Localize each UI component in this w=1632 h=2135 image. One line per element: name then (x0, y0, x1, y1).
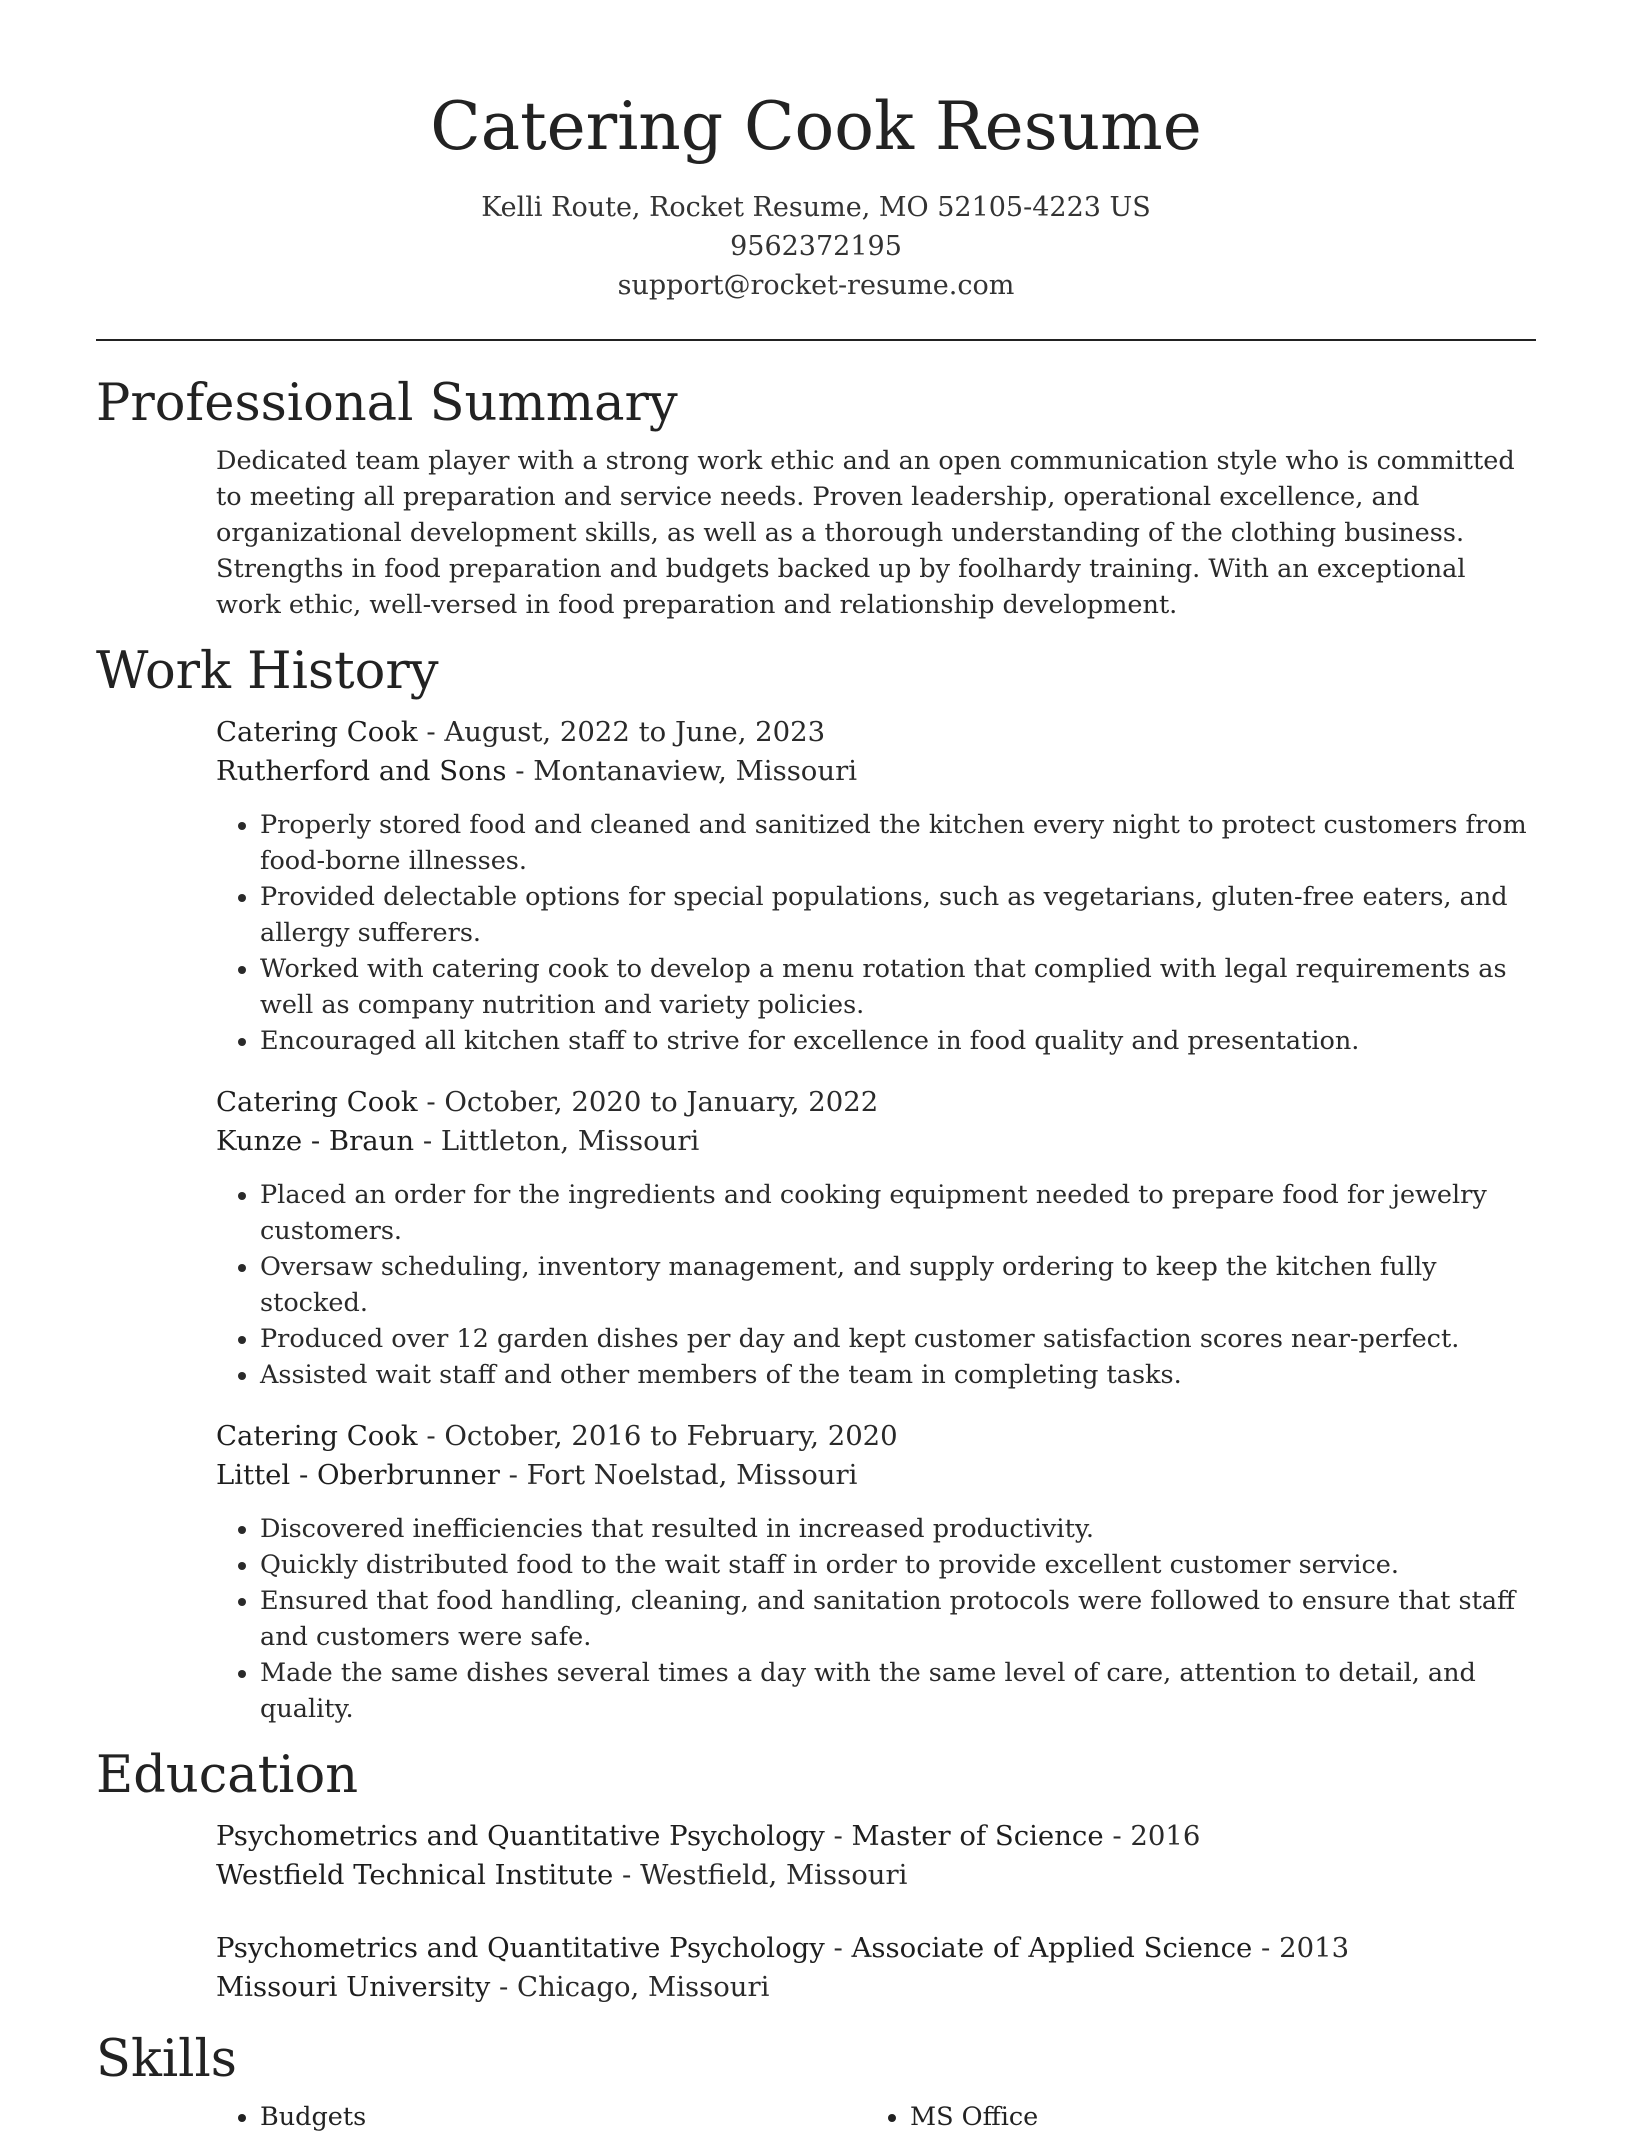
separator: - (417, 1420, 445, 1452)
education-school: Missouri University (216, 1971, 491, 2003)
job-company: Littel - Oberbrunner (216, 1459, 500, 1491)
job-title-line (216, 1417, 1536, 1456)
job-duty: • Worked with catering cook to develop a menu rotation that complied with legal requirements as well as company nutrition and variety policies. (260, 951, 1536, 1023)
summary-text: Dedicated team player with a strong work ethic and an open communication style who is committed to meeting all preparation and service needs. Proven leadership, operational excellence, and organizational development skills, as well as a thorough understanding of the clothing business. Strengths in food preparation and budgets backed up by foolhardy training. With an exceptional work ethic, well-versed in food preparation and relationship development. (216, 446, 1515, 620)
job-entry (216, 1083, 1536, 1393)
separator: - (824, 1820, 852, 1852)
work-history-heading: Work History (96, 642, 439, 701)
skills-list (216, 2099, 866, 2135)
skill-item: • MS Office (910, 2099, 1516, 2135)
job-title-line (216, 1083, 1536, 1122)
education-school-line (216, 1856, 1536, 1895)
resume-page (96, 0, 1536, 2135)
job-duty: • Oversaw scheduling, inventory management, and supply ordering to keep the kitchen fully stocked. (260, 1249, 1536, 1321)
job-duty: • Properly stored food and cleaned and sanitized the kitchen every night to protect customers from food-borne illnesses. (260, 807, 1536, 879)
education-degree-line (216, 1929, 1536, 1968)
resume-title: Catering Cook Resume (430, 88, 1202, 165)
skill-item: • Budgets (260, 2099, 866, 2135)
education-location: Westfield, Missouri (640, 1859, 908, 1891)
separator: - (490, 1971, 518, 2003)
job-entry (216, 1417, 1536, 1727)
skills-column (866, 2099, 1516, 2135)
education-entry (216, 1817, 1536, 1895)
job-company-line (216, 1456, 1536, 1495)
job-company-line (216, 1122, 1536, 1161)
education-degree-line (216, 1817, 1536, 1856)
header-divider (96, 339, 1536, 341)
job-entry (216, 713, 1536, 1059)
job-duty: • Encouraged all kitchen staff to strive for excellence in food quality and presentation. (260, 1023, 1536, 1059)
contact-address: Kelli Route, Rocket Resume, MO 52105-4223 US (481, 192, 1151, 223)
job-title-line (216, 713, 1536, 752)
summary-section (96, 371, 1536, 623)
job-company: Kunze - Braun (216, 1125, 415, 1157)
job-company-line (216, 752, 1536, 791)
separator: - (417, 716, 445, 748)
job-duties (216, 1177, 1536, 1393)
job-duties (216, 1511, 1536, 1727)
job-location: Littleton, Missouri (440, 1125, 700, 1157)
job-duty: • Produced over 12 garden dishes per day and kept customer satisfaction scores near-perfect. (260, 1321, 1536, 1357)
job-dates: August, 2022 to June, 2023 (444, 716, 826, 748)
education-heading: Education (96, 1746, 359, 1805)
job-location: Montanaview, Missouri (533, 755, 858, 787)
education-field: Psychometrics and Quantitative Psychology (216, 1820, 825, 1852)
education-degree: Associate of Applied Science (851, 1932, 1253, 1964)
separator: - (417, 1086, 445, 1118)
separator: - (1252, 1932, 1280, 1964)
job-title: Catering Cook (216, 1086, 418, 1118)
job-duty: • Discovered inefficiencies that resulted in increased productivity. (260, 1511, 1536, 1547)
job-location: Fort Noelstad, Missouri (526, 1459, 858, 1491)
skills-list (866, 2099, 1516, 2135)
education-year: 2013 (1279, 1932, 1350, 1964)
separator: - (1103, 1820, 1131, 1852)
separator: - (414, 1125, 441, 1157)
education-entry (216, 1929, 1536, 2007)
contact-info (96, 188, 1536, 305)
work-history-section (96, 639, 1536, 1727)
education-field: Psychometrics and Quantitative Psychology (216, 1932, 825, 1964)
job-title: Catering Cook (216, 716, 418, 748)
job-title: Catering Cook (216, 1420, 418, 1452)
separator: - (824, 1932, 852, 1964)
separator: - (506, 755, 534, 787)
skills-section (96, 2027, 1536, 2135)
job-dates: October, 2016 to February, 2020 (444, 1420, 898, 1452)
education-year: 2016 (1130, 1820, 1201, 1852)
job-duty: • Quickly distributed food to the wait staff in order to provide excellent customer service. (260, 1547, 1536, 1583)
education-degree: Master of Science (851, 1820, 1104, 1852)
skills-column (216, 2099, 866, 2135)
education-school-line (216, 1968, 1536, 2007)
education-location: Chicago, Missouri (517, 1971, 770, 2003)
job-duty: • Placed an order for the ingredients and cooking equipment needed to prepare food for jewelry customers. (260, 1177, 1536, 1249)
education-school: Westfield Technical Institute (216, 1859, 614, 1891)
job-duty: • Ensured that food handling, cleaning, and sanitation protocols were followed to ensure that staff and customers were safe. (260, 1583, 1536, 1655)
separator: - (499, 1459, 527, 1491)
job-duty: • Made the same dishes several times a day with the same level of care, attention to detail, and quality. (260, 1655, 1536, 1727)
education-section (96, 1743, 1536, 2007)
job-duty: • Assisted wait staff and other members of the team in completing tasks. (260, 1357, 1536, 1393)
job-duty: • Provided delectable options for special populations, such as vegetarians, gluten-free eaters, and allergy sufferers. (260, 879, 1536, 951)
job-company: Rutherford and Sons (216, 755, 507, 787)
separator: - (613, 1859, 641, 1891)
skills-heading: Skills (96, 2030, 237, 2089)
contact-phone: 9562372195 (730, 231, 902, 262)
summary-heading: Professional Summary (96, 374, 678, 433)
job-dates: October, 2020 to January, 2022 (444, 1086, 879, 1118)
job-duties (216, 807, 1536, 1059)
resume-header (96, 0, 1536, 305)
contact-email: support@rocket-resume.com (617, 270, 1015, 301)
